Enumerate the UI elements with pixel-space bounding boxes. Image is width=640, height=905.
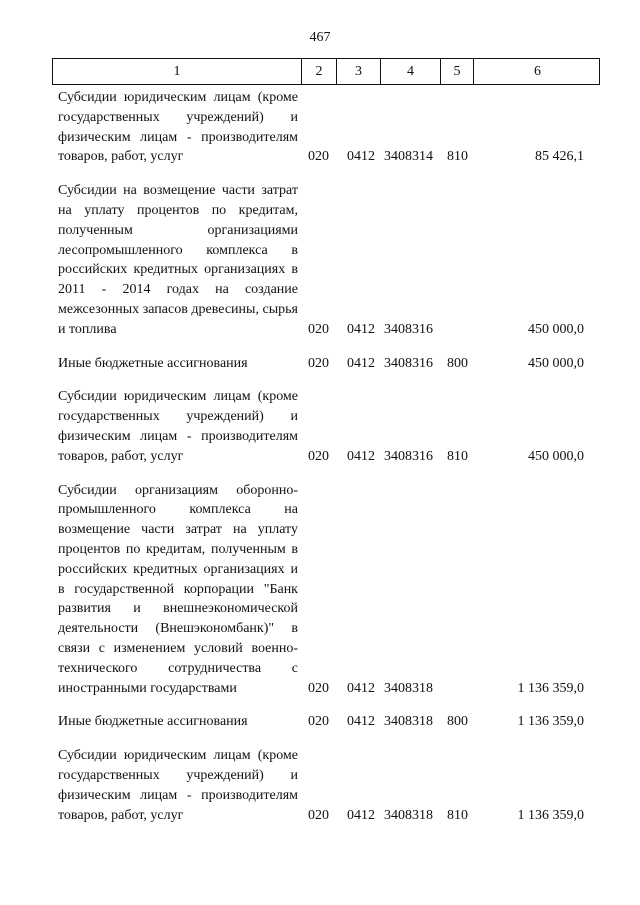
header-col-3: 3 xyxy=(336,59,380,84)
row-amount: 85 426,1 xyxy=(535,149,584,165)
row-target-code: 3408314 xyxy=(384,149,433,165)
header-col-6: 6 xyxy=(473,59,601,84)
row-target-code: 3408318 xyxy=(384,807,433,823)
row-description: Субсидии организациям оборонно-промышленного комплекса на возмещение части затрат на уплату процентов по кредитам, полученным в российских кредитных организациях и в государственной корпорации "Банк развития и внешнеэкономической деятельности (Внешэкономбанк)" в связи с изменением условий военно-технического сотрудничества с иностранными государствами xyxy=(58,482,298,696)
row-description: Субсидии юридическим лицам (кроме государственных учреждений) и физическим лицам - производителям товаров, работ, услуг xyxy=(58,90,298,165)
row-amount: 1 136 359,0 xyxy=(517,807,584,823)
row-description: Субсидии юридическим лицам (кроме государственных учреждений) и физическим лицам - производителям товаров, работ, услуг xyxy=(58,389,298,464)
row-target-code: 3408316 xyxy=(384,355,433,371)
row-ministry-code: 020 xyxy=(308,355,329,371)
header-col-4: 4 xyxy=(380,59,440,84)
row-expense-type: 800 xyxy=(447,714,468,730)
table-row xyxy=(58,481,598,699)
page-number: 467 xyxy=(309,30,331,45)
row-ministry-code: 020 xyxy=(308,714,329,730)
table-row xyxy=(58,354,598,374)
row-expense-type: 810 xyxy=(447,807,468,823)
row-section-code: 0412 xyxy=(347,680,375,696)
table-body xyxy=(58,88,598,839)
row-ministry-code: 020 xyxy=(308,448,329,464)
row-target-code: 3408318 xyxy=(384,680,433,696)
table-row xyxy=(58,387,598,466)
table-header xyxy=(52,58,600,85)
row-ministry-code: 020 xyxy=(308,321,329,337)
table-row xyxy=(58,712,598,732)
row-amount: 1 136 359,0 xyxy=(517,680,584,696)
row-description: Иные бюджетные ассигнования xyxy=(58,714,248,730)
table-row xyxy=(58,181,598,339)
row-amount: 450 000,0 xyxy=(528,355,584,371)
row-description: Иные бюджетные ассигнования xyxy=(58,355,248,371)
row-section-code: 0412 xyxy=(347,448,375,464)
row-expense-type: 800 xyxy=(447,355,468,371)
row-target-code: 3408316 xyxy=(384,448,433,464)
row-section-code: 0412 xyxy=(347,714,375,730)
row-expense-type: 810 xyxy=(447,448,468,464)
row-description: Субсидии на возмещение части затрат на уплату процентов по кредитам, полученным организациями лесопромышленного комплекса в российских кредитных организациях в 2011 - 2014 годах на создание межсезонных запасов древесины, сырья и топлива xyxy=(58,183,298,337)
row-ministry-code: 020 xyxy=(308,680,329,696)
header-col-5: 5 xyxy=(440,59,473,84)
row-target-code: 3408316 xyxy=(384,321,433,337)
header-col-1: 1 xyxy=(173,63,181,79)
row-amount: 450 000,0 xyxy=(528,321,584,337)
row-expense-type: 810 xyxy=(447,149,468,165)
row-section-code: 0412 xyxy=(347,149,375,165)
row-target-code: 3408318 xyxy=(384,714,433,730)
row-ministry-code: 020 xyxy=(308,807,329,823)
row-section-code: 0412 xyxy=(347,807,375,823)
row-amount: 450 000,0 xyxy=(528,448,584,464)
header-col-2: 2 xyxy=(301,59,336,84)
table-row xyxy=(58,746,598,825)
table-row xyxy=(58,88,598,167)
row-section-code: 0412 xyxy=(347,321,375,337)
row-description: Субсидии юридическим лицам (кроме государственных учреждений) и физическим лицам - производителям товаров, работ, услуг xyxy=(58,748,298,823)
row-amount: 1 136 359,0 xyxy=(517,714,584,730)
row-section-code: 0412 xyxy=(347,355,375,371)
row-ministry-code: 020 xyxy=(308,149,329,165)
